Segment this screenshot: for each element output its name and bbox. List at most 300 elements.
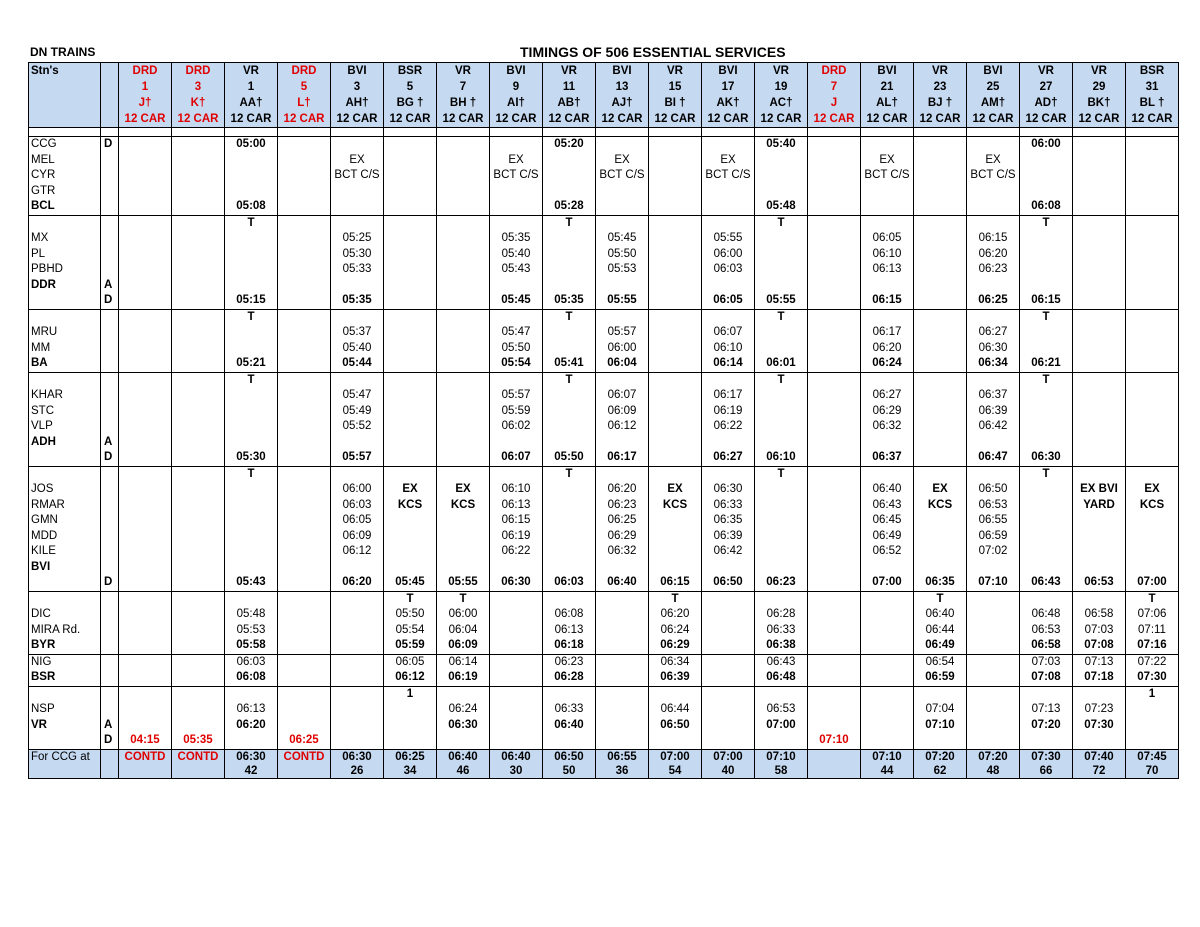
- timing-cell: [278, 466, 331, 482]
- timing-cell: 05:57: [331, 450, 384, 466]
- station-name: BCL: [29, 199, 101, 215]
- train-header-line1: VR: [773, 65, 789, 77]
- timing-cell: [808, 529, 861, 545]
- table-row: [29, 718, 1179, 734]
- station-name: NIG: [29, 654, 101, 670]
- timing-cell: [755, 247, 808, 263]
- table-row: [29, 529, 1179, 545]
- arrival-departure-marker: D: [101, 137, 119, 153]
- timing-cell: [808, 591, 861, 607]
- timing-cell: [755, 419, 808, 435]
- station-name: MM: [29, 341, 101, 357]
- timing-cell: KCS: [437, 498, 490, 514]
- timing-cell: [490, 733, 543, 749]
- timing-cell: 07:20: [1020, 718, 1073, 734]
- timing-cell: [861, 718, 914, 734]
- footer-time: 07:30: [1031, 750, 1061, 763]
- timing-cell: [967, 638, 1020, 654]
- train-column-header: [1073, 63, 1126, 128]
- timing-cell: [914, 529, 967, 545]
- timing-cell: [755, 733, 808, 749]
- timing-cell: [225, 341, 278, 357]
- timing-cell: [119, 293, 172, 309]
- timing-cell: 05:40: [490, 247, 543, 263]
- timing-cell: 06:32: [596, 544, 649, 560]
- timing-cell: [278, 529, 331, 545]
- timing-cell: [914, 388, 967, 404]
- timing-cell: [172, 623, 225, 639]
- footer-cell: [1073, 749, 1126, 778]
- timing-cell: [278, 128, 331, 137]
- timing-cell: KCS: [914, 498, 967, 514]
- timing-cell: [596, 435, 649, 451]
- timing-cell: [967, 137, 1020, 153]
- timing-cell: 06:25: [596, 513, 649, 529]
- timing-cell: [861, 638, 914, 654]
- train-header-line3: AA†: [239, 97, 263, 109]
- timing-cell: [1073, 419, 1126, 435]
- timing-cell: [437, 341, 490, 357]
- timing-cell: 06:00: [596, 341, 649, 357]
- arrival-departure-marker: [101, 466, 119, 482]
- timing-cell: 07:02: [967, 544, 1020, 560]
- timing-cell: [702, 278, 755, 294]
- train-header-line1: VR: [1038, 65, 1054, 77]
- timing-cell: [1020, 128, 1073, 137]
- table-row: [29, 184, 1179, 200]
- train-header-line4: 12 CAR: [389, 113, 431, 125]
- timing-cell: [437, 450, 490, 466]
- timing-cell: 06:12: [384, 670, 437, 686]
- timing-cell: [437, 404, 490, 420]
- timing-cell: 06:24: [437, 702, 490, 718]
- timing-cell: [808, 404, 861, 420]
- footer-time: 06:30: [342, 750, 372, 763]
- timing-cell: 07:10: [808, 733, 861, 749]
- timing-cell: 06:30: [702, 482, 755, 498]
- timing-cell: 05:40: [331, 341, 384, 357]
- timing-cell: [172, 544, 225, 560]
- footer-cell: [702, 749, 755, 778]
- timing-cell: [861, 215, 914, 231]
- timing-cell: [119, 128, 172, 137]
- timing-cell: 05:40: [755, 137, 808, 153]
- train-header-line2: 1: [141, 81, 149, 93]
- timing-cell: [914, 309, 967, 325]
- timing-cell: [225, 184, 278, 200]
- timing-cell: 06:08: [543, 607, 596, 623]
- timing-cell: [1020, 482, 1073, 498]
- timing-cell: [914, 247, 967, 263]
- timing-cell: 06:23: [967, 262, 1020, 278]
- timing-cell: [967, 372, 1020, 388]
- table-row: [29, 388, 1179, 404]
- arrival-departure-marker: [101, 262, 119, 278]
- timing-cell: [384, 560, 437, 576]
- timing-cell: [1020, 341, 1073, 357]
- timing-cell: [437, 199, 490, 215]
- timing-cell: [596, 733, 649, 749]
- train-header-line4: 12 CAR: [548, 113, 590, 125]
- table-row: [29, 168, 1179, 184]
- station-name: [29, 215, 101, 231]
- timing-cell: [437, 184, 490, 200]
- timing-cell: [702, 718, 755, 734]
- timing-cell: [914, 199, 967, 215]
- timing-cell: [490, 372, 543, 388]
- timing-cell: [384, 341, 437, 357]
- timing-cell: [278, 654, 331, 670]
- train-header-line3: BK†: [1087, 97, 1111, 109]
- timing-cell: [1126, 419, 1179, 435]
- footer-rake-number: 66: [1039, 764, 1053, 777]
- timing-cell: [914, 137, 967, 153]
- timing-cell: 05:59: [384, 638, 437, 654]
- timing-cell: [278, 168, 331, 184]
- arrival-departure-marker: [101, 419, 119, 435]
- timing-cell: [649, 231, 702, 247]
- timing-cell: [967, 215, 1020, 231]
- train-header-line1: BVI: [983, 65, 1003, 77]
- timing-cell: [490, 137, 543, 153]
- timing-cell: 06:39: [649, 670, 702, 686]
- timing-cell: 06:23: [755, 575, 808, 591]
- table-row: [29, 591, 1179, 607]
- timing-cell: 06:13: [861, 262, 914, 278]
- arrival-departure-marker: [101, 623, 119, 639]
- timing-cell: 06:12: [331, 544, 384, 560]
- timing-cell: [225, 404, 278, 420]
- footer-rake-number: 62: [933, 764, 947, 777]
- timing-cell: [914, 560, 967, 576]
- train-header-line3: AL†: [876, 97, 898, 109]
- timing-cell: [861, 466, 914, 482]
- timing-cell: [278, 404, 331, 420]
- timing-cell: [914, 168, 967, 184]
- timing-cell: 06:08: [225, 670, 278, 686]
- timing-cell: [649, 686, 702, 702]
- timing-cell: T: [755, 309, 808, 325]
- train-header-line1: BVI: [612, 65, 632, 77]
- timing-cell: [808, 670, 861, 686]
- timing-cell: [1126, 733, 1179, 749]
- station-name: [29, 575, 101, 591]
- timing-cell: 06:14: [702, 356, 755, 372]
- timing-cell: [331, 638, 384, 654]
- timing-cell: [1020, 388, 1073, 404]
- timing-cell: [861, 560, 914, 576]
- timing-cell: [967, 670, 1020, 686]
- timing-cell: [649, 513, 702, 529]
- footer-rake-number: 46: [456, 764, 470, 777]
- timing-cell: [861, 137, 914, 153]
- timing-cell: [543, 544, 596, 560]
- timing-cell: [649, 466, 702, 482]
- footer-cell: [119, 749, 172, 778]
- timing-cell: [649, 309, 702, 325]
- timing-cell: [384, 184, 437, 200]
- timing-cell: [914, 450, 967, 466]
- timing-cell: [755, 544, 808, 560]
- timing-cell: [914, 356, 967, 372]
- timing-cell: 06:24: [861, 356, 914, 372]
- train-header-line2: 23: [933, 81, 947, 93]
- timing-cell: [861, 654, 914, 670]
- timing-cell: 06:09: [331, 529, 384, 545]
- timing-cell: [384, 137, 437, 153]
- timing-cell: [490, 607, 543, 623]
- timing-cell: [861, 607, 914, 623]
- timing-cell: [808, 482, 861, 498]
- footer-cell: [755, 749, 808, 778]
- section-label: DN TRAINS: [30, 45, 96, 59]
- timing-cell: 06:15: [490, 513, 543, 529]
- timing-cell: [172, 529, 225, 545]
- timing-cell: [278, 293, 331, 309]
- footer-rake-number: 72: [1092, 764, 1106, 777]
- timing-cell: [808, 450, 861, 466]
- timing-cell: [967, 718, 1020, 734]
- timing-cell: [1073, 356, 1126, 372]
- timing-cell: [1020, 247, 1073, 263]
- timing-cell: [384, 309, 437, 325]
- timing-cell: 06:44: [649, 702, 702, 718]
- arrival-departure-marker: [101, 168, 119, 184]
- timing-cell: [172, 435, 225, 451]
- train-header-line1: VR: [667, 65, 683, 77]
- timing-cell: [808, 372, 861, 388]
- timing-cell: [596, 309, 649, 325]
- arrival-departure-marker: [101, 686, 119, 702]
- timing-cell: [1126, 356, 1179, 372]
- timing-cell: [278, 419, 331, 435]
- timing-cell: [437, 215, 490, 231]
- timing-cell: [649, 733, 702, 749]
- timing-cell: 06:27: [967, 325, 1020, 341]
- timing-cell: 05:43: [225, 575, 278, 591]
- timing-cell: [596, 372, 649, 388]
- timing-cell: [808, 231, 861, 247]
- station-name: [29, 293, 101, 309]
- timing-cell: 06:35: [914, 575, 967, 591]
- train-header-line2: 15: [668, 81, 682, 93]
- timing-cell: 06:40: [543, 718, 596, 734]
- timing-cell: KCS: [1126, 498, 1179, 514]
- timing-cell: [119, 419, 172, 435]
- timing-cell: [225, 262, 278, 278]
- timing-cell: [119, 544, 172, 560]
- arrival-departure-marker: [101, 128, 119, 137]
- timing-cell: [437, 137, 490, 153]
- timing-cell: [331, 278, 384, 294]
- timing-cell: [596, 591, 649, 607]
- timing-cell: 06:10: [702, 341, 755, 357]
- timing-cell: [172, 482, 225, 498]
- timing-cell: 06:50: [649, 718, 702, 734]
- timing-cell: [278, 513, 331, 529]
- timing-cell: [755, 168, 808, 184]
- timing-cell: 06:30: [490, 575, 543, 591]
- timing-cell: [808, 498, 861, 514]
- timing-cell: 05:37: [331, 325, 384, 341]
- station-name: STC: [29, 404, 101, 420]
- table-row: [29, 262, 1179, 278]
- timing-cell: [172, 702, 225, 718]
- train-header-line4: 12 CAR: [707, 113, 749, 125]
- timing-cell: [1073, 215, 1126, 231]
- timing-cell: [861, 309, 914, 325]
- arrival-departure-marker: [101, 560, 119, 576]
- timing-cell: [490, 623, 543, 639]
- timing-cell: [649, 404, 702, 420]
- timing-cell: [437, 128, 490, 137]
- timing-cell: [1073, 388, 1126, 404]
- timing-cell: [861, 184, 914, 200]
- station-name: JOS: [29, 482, 101, 498]
- timing-cell: 06:29: [649, 638, 702, 654]
- arrival-departure-marker: [101, 325, 119, 341]
- timing-cell: [278, 341, 331, 357]
- timing-cell: 06:03: [543, 575, 596, 591]
- timing-cell: [649, 356, 702, 372]
- timing-cell: [649, 293, 702, 309]
- train-header-line1: DRD: [821, 65, 847, 77]
- timing-cell: [1020, 231, 1073, 247]
- timing-cell: [1020, 153, 1073, 169]
- timing-cell: 06:20: [596, 482, 649, 498]
- footer-rake-number: 26: [350, 764, 364, 777]
- train-header-line4: 12 CAR: [760, 113, 802, 125]
- timing-cell: [172, 372, 225, 388]
- timing-cell: [384, 356, 437, 372]
- timing-cell: [967, 199, 1020, 215]
- timing-cell: [437, 262, 490, 278]
- timing-cell: [914, 544, 967, 560]
- timing-cell: [119, 215, 172, 231]
- timing-cell: [331, 309, 384, 325]
- timing-cell: EX: [596, 153, 649, 169]
- timing-cell: 04:15: [119, 733, 172, 749]
- timing-cell: 06:15: [861, 293, 914, 309]
- timing-cell: [331, 591, 384, 607]
- timing-cell: [1126, 168, 1179, 184]
- timing-cell: [1073, 372, 1126, 388]
- timing-cell: 06:23: [596, 498, 649, 514]
- timing-cell: [278, 575, 331, 591]
- station-name: MX: [29, 231, 101, 247]
- timing-cell: [278, 670, 331, 686]
- timing-cell: 07:11: [1126, 623, 1179, 639]
- timing-cell: 06:40: [861, 482, 914, 498]
- timing-cell: 06:03: [225, 654, 278, 670]
- timing-cell: [119, 466, 172, 482]
- timing-cell: 06:10: [490, 482, 543, 498]
- train-header-line3: BG †: [396, 97, 424, 109]
- train-header-line4: 12 CAR: [442, 113, 484, 125]
- timing-cell: [914, 231, 967, 247]
- timing-cell: [225, 419, 278, 435]
- timing-cell: [543, 560, 596, 576]
- timing-cell: [384, 278, 437, 294]
- timing-cell: 06:19: [702, 404, 755, 420]
- timing-cell: [119, 372, 172, 388]
- timing-cell: EX: [437, 482, 490, 498]
- timing-cell: 05:47: [331, 388, 384, 404]
- timing-cell: 06:33: [543, 702, 596, 718]
- timing-cell: [172, 591, 225, 607]
- timing-cell: T: [649, 591, 702, 607]
- arrival-departure-marker: [101, 482, 119, 498]
- table-row: [29, 247, 1179, 263]
- timing-cell: [649, 388, 702, 404]
- timing-cell: 05:57: [596, 325, 649, 341]
- timing-cell: [225, 686, 278, 702]
- footer-label: For CCG at: [29, 749, 101, 778]
- timing-cell: [1073, 544, 1126, 560]
- timing-cell: [543, 404, 596, 420]
- arrival-departure-marker: [101, 591, 119, 607]
- timing-cell: [967, 686, 1020, 702]
- timing-cell: [808, 435, 861, 451]
- train-header-line3: BI †: [664, 97, 686, 109]
- timing-cell: [384, 419, 437, 435]
- station-name: BA: [29, 356, 101, 372]
- timing-cell: 05:55: [596, 293, 649, 309]
- train-header-line3: AM†: [980, 97, 1006, 109]
- timing-cell: [543, 128, 596, 137]
- timing-cell: 06:15: [1020, 293, 1073, 309]
- timing-cell: [225, 733, 278, 749]
- page-title: TIMINGS OF 506 ESSENTIAL SERVICES: [520, 44, 786, 60]
- timing-cell: BCT C/S: [967, 168, 1020, 184]
- train-header-line4: 12 CAR: [177, 113, 219, 125]
- timing-cell: [702, 670, 755, 686]
- timing-cell: [331, 199, 384, 215]
- table-row: [29, 199, 1179, 215]
- timing-cell: [490, 199, 543, 215]
- timing-cell: [384, 199, 437, 215]
- timing-cell: [119, 575, 172, 591]
- timing-cell: [384, 529, 437, 545]
- train-header-line4: 12 CAR: [1025, 113, 1067, 125]
- timing-cell: 07:00: [755, 718, 808, 734]
- footer-cell: [596, 749, 649, 778]
- timing-cell: [437, 419, 490, 435]
- timing-cell: 06:00: [702, 247, 755, 263]
- timing-cell: 06:27: [861, 388, 914, 404]
- timing-cell: [543, 168, 596, 184]
- timing-cell: 06:12: [596, 419, 649, 435]
- train-header-line3: AH†: [345, 97, 369, 109]
- timing-cell: [437, 513, 490, 529]
- timing-cell: [331, 435, 384, 451]
- timing-cell: [914, 419, 967, 435]
- timing-cell: [278, 215, 331, 231]
- timing-cell: [755, 388, 808, 404]
- timing-cell: [225, 513, 278, 529]
- timing-cell: [1126, 231, 1179, 247]
- timing-cell: [914, 686, 967, 702]
- timing-cell: 07:08: [1020, 670, 1073, 686]
- timing-cell: [649, 325, 702, 341]
- station-name: [29, 466, 101, 482]
- timing-cell: 05:15: [225, 293, 278, 309]
- timing-cell: 05:30: [225, 450, 278, 466]
- timing-cell: [119, 388, 172, 404]
- train-header-line2: 17: [721, 81, 735, 93]
- timing-cell: [172, 670, 225, 686]
- timing-cell: [119, 262, 172, 278]
